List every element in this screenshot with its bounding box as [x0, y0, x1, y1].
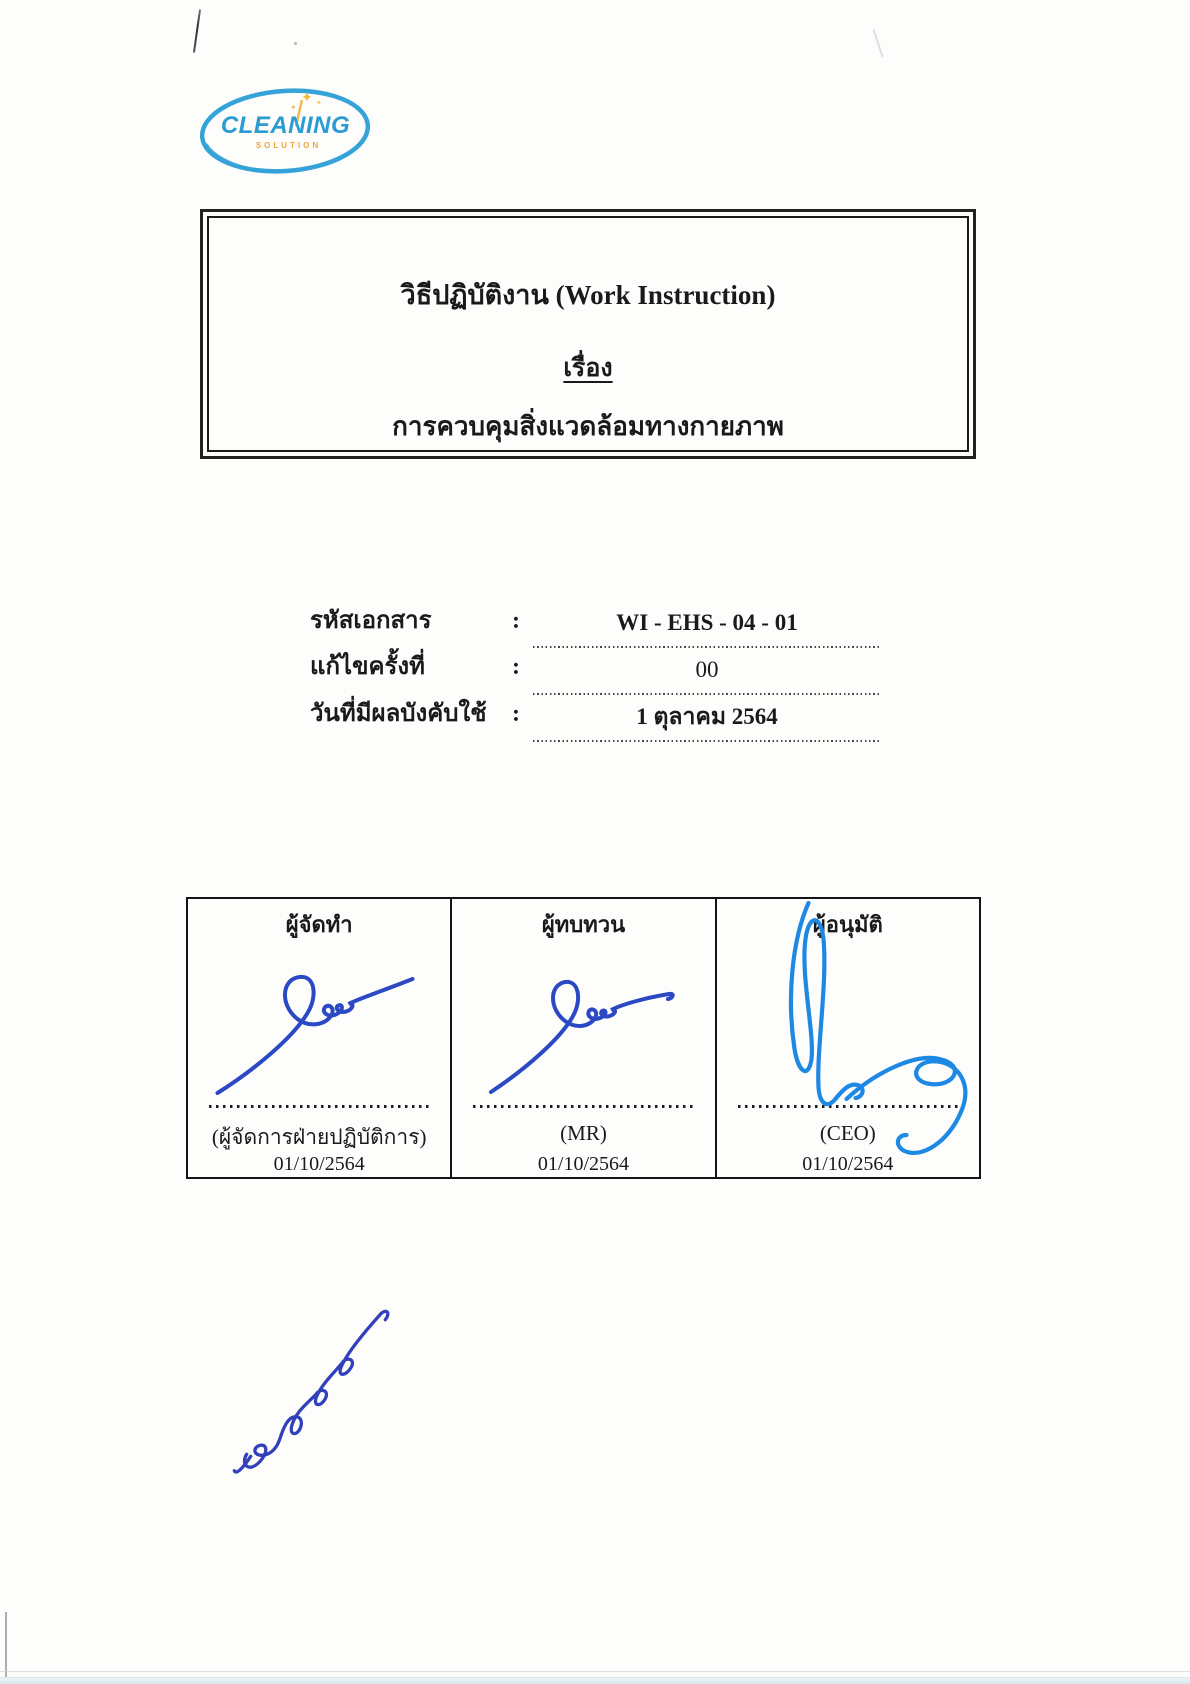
- dotted-underline: [533, 646, 881, 648]
- colon-separator: :: [512, 608, 520, 634]
- approval-signature-table: [186, 897, 981, 1179]
- colon-separator: :: [512, 701, 520, 727]
- scanner-bottom-strip: [0, 1677, 1190, 1684]
- reviewer-role: (MR): [560, 1121, 607, 1145]
- document-subject: การควบคุมสิ่งแวดล้อมทางกายภาพ: [392, 412, 784, 441]
- preparer-role: (ผู้จัดการฝ่ายปฏิบัติการ): [211, 1125, 427, 1149]
- doc-code-label: รหัสเอกสาร: [310, 608, 432, 634]
- scanner-bottom-line: [0, 1671, 1190, 1672]
- company-logo: [198, 86, 373, 178]
- approver-date: 01/10/2564: [802, 1153, 894, 1175]
- approver-role: (CEO): [819, 1121, 876, 1145]
- logo-brand-text: CLEANING: [220, 112, 351, 139]
- preparer-header: ผู้จัดทำ: [285, 912, 353, 937]
- document-type-title: วิธีปฏิบัติงาน (Work Instruction): [400, 280, 776, 310]
- colon-separator: :: [512, 654, 520, 680]
- sparkle-icon: ✦: [301, 91, 313, 106]
- approver-cell: [717, 899, 979, 1177]
- reviewer-signature: [482, 954, 684, 1102]
- signature-dotted-line: [738, 1105, 958, 1108]
- signature-dotted-line: [209, 1105, 429, 1108]
- reviewer-header: ผู้ทบทวน: [541, 912, 626, 937]
- handwritten-signature: [230, 1292, 405, 1482]
- dotted-underline: [533, 740, 881, 742]
- effective-date-label: วันที่มีผลบังคับใช้: [310, 701, 487, 727]
- doc-code-value: WI - EHS - 04 - 01: [616, 610, 798, 635]
- reviewer-date: 01/10/2564: [537, 1153, 630, 1175]
- scanner-edge-line: [5, 1612, 7, 1684]
- logo-subbrand-text: SOLUTION: [255, 141, 322, 150]
- title-box: [200, 209, 976, 459]
- sparkle-icon: ✦: [316, 99, 322, 107]
- sparkle-icon: ✦: [290, 103, 297, 112]
- subject-label: เรื่อง: [563, 355, 613, 382]
- signature-dotted-line: [473, 1105, 693, 1108]
- effective-date-value: 1 ตุลาคม 2564: [636, 704, 778, 729]
- reviewer-cell: [452, 899, 716, 1177]
- revision-value: 00: [695, 657, 719, 682]
- faint-mark-artifact: [872, 28, 883, 57]
- dotted-underline: [533, 693, 881, 695]
- preparer-date: 01/10/2564: [273, 1153, 365, 1175]
- pen-mark-artifact: [193, 9, 201, 53]
- revision-label: แก้ไขครั้งที่: [310, 654, 425, 680]
- preparer-signature: [206, 951, 424, 1103]
- preparer-cell: [188, 899, 452, 1177]
- approver-header: ผู้อนุมัติ: [812, 912, 883, 937]
- title-box-inner-border: [207, 216, 969, 452]
- speck-artifact: [294, 42, 297, 45]
